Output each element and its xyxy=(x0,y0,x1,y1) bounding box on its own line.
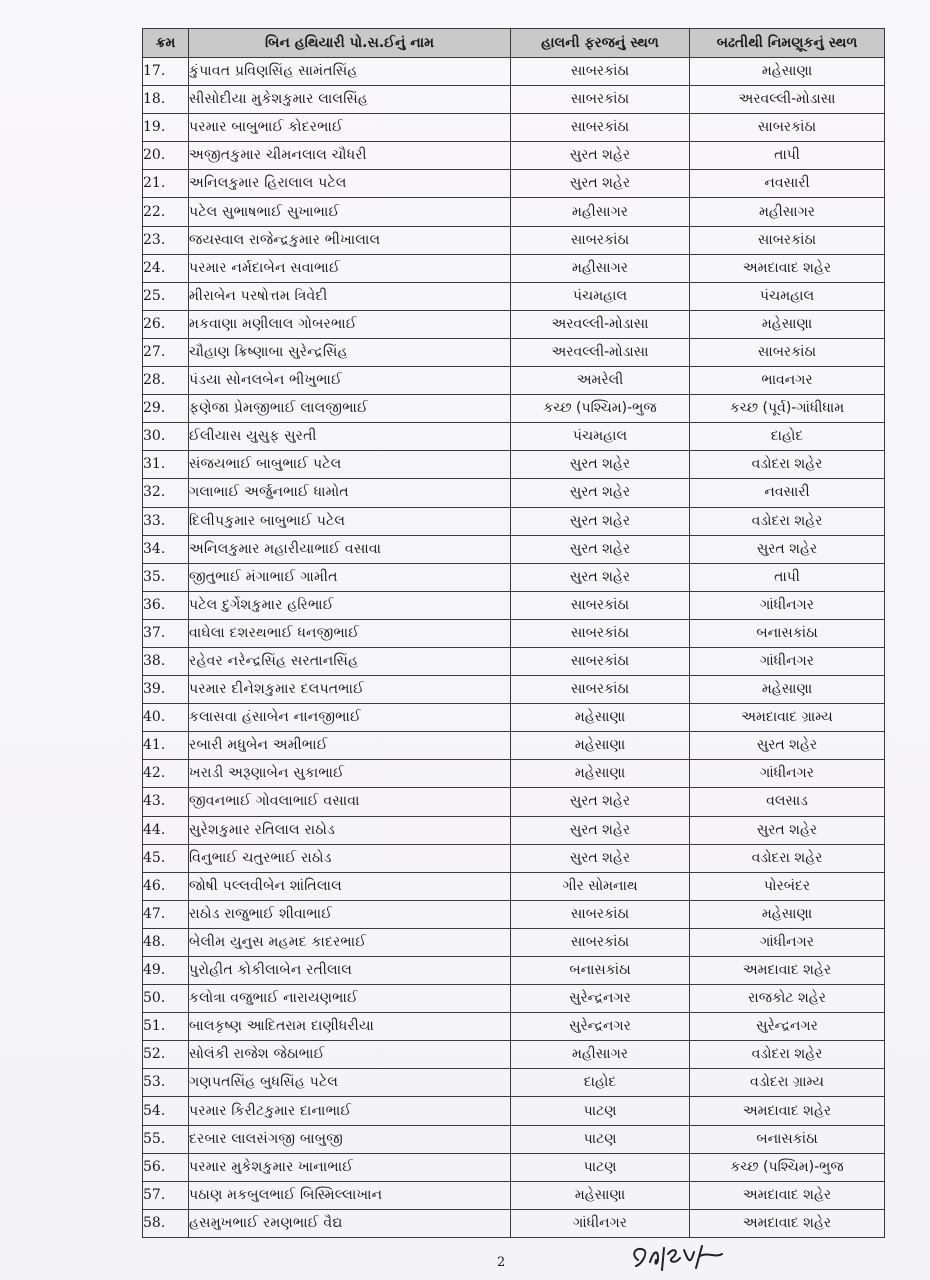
table-row xyxy=(143,423,885,451)
row-officer-name: ચૌહાણ ક્રિષ્ણાબા સુરેન્દ્રસિંહ xyxy=(189,338,511,366)
table-row xyxy=(143,1013,885,1041)
row-officer-name: કલાસવા હંસાબેન નાનજીભાઈ xyxy=(189,704,511,732)
row-officer-name: પરમાર દીનેશકુમાર દલપતભાઈ xyxy=(189,676,511,704)
row-officer-name: અનિલકુમાર મહારીયાભાઈ વસાવા xyxy=(189,535,511,563)
table-row xyxy=(143,816,885,844)
row-officer-name: કુંપાવત પ્રવિણસિંહ સામંતસિંહ xyxy=(189,58,511,86)
row-current-posting: સાબરકાંઠા xyxy=(511,226,690,254)
row-officer-name: રહેવર નરેન્દ્રસિંહ સરતાનસિંહ xyxy=(189,647,511,675)
header-row xyxy=(143,29,885,58)
row-officer-name: અજીતકુમાર ચીમનલાલ ચૌધરી xyxy=(189,142,511,170)
row-current-posting: મહીસાગર xyxy=(511,1041,690,1069)
signature-initials xyxy=(628,1240,728,1274)
row-current-posting: ગીર સોમનાથ xyxy=(511,872,690,900)
row-officer-name: વિનુભાઈ ચતુરભાઈ રાઠોડ xyxy=(189,844,511,872)
row-officer-name: દિલીપકુમાર બાબુભાઈ પટેલ xyxy=(189,507,511,535)
row-current-posting: અમરેલી xyxy=(511,367,690,395)
row-serial-number: 48. xyxy=(143,928,189,956)
row-current-posting: સાબરકાંઠા xyxy=(511,114,690,142)
row-officer-name: ગલાભાઈ અર્જુનભાઈ ધામોત xyxy=(189,479,511,507)
row-promoted-posting: સાબરકાંઠા xyxy=(690,226,885,254)
row-promoted-posting: ભાવનગર xyxy=(690,367,885,395)
row-officer-name: બાલકૃષ્ણ આદિતરામ દાણીધરીયા xyxy=(189,1013,511,1041)
row-promoted-posting: કચ્છ (પૂર્વ)-ગાંધીધામ xyxy=(690,395,885,423)
row-promoted-posting: મહેસાણા xyxy=(690,676,885,704)
table-row xyxy=(143,1181,885,1209)
row-current-posting: સુરત શહેર xyxy=(511,563,690,591)
row-current-posting: મહેસાણા xyxy=(511,732,690,760)
row-current-posting: કચ્છ (પશ્ચિમ)-ભુજ xyxy=(511,395,690,423)
row-officer-name: રબારી મધુબેન અમીભાઈ xyxy=(189,732,511,760)
header-promoted-posting: બઢતીથી નિમણૂકનું સ્થળ xyxy=(690,29,885,58)
row-serial-number: 54. xyxy=(143,1097,189,1125)
row-promoted-posting: મહીસાગર xyxy=(690,198,885,226)
row-officer-name: હસમુખભાઈ રમણભાઈ વૈદ્ય xyxy=(189,1209,511,1237)
row-current-posting: સુરત શહેર xyxy=(511,788,690,816)
row-current-posting: મહેસાણા xyxy=(511,760,690,788)
row-promoted-posting: તાપી xyxy=(690,563,885,591)
table-row xyxy=(143,395,885,423)
table-row xyxy=(143,985,885,1013)
row-serial-number: 57. xyxy=(143,1181,189,1209)
table-header xyxy=(143,29,885,58)
row-serial-number: 28. xyxy=(143,367,189,395)
row-serial-number: 41. xyxy=(143,732,189,760)
row-serial-number: 44. xyxy=(143,816,189,844)
row-officer-name: દરબાર લાલસંગજી બાબુજી xyxy=(189,1125,511,1153)
row-current-posting: મહેસાણા xyxy=(511,704,690,732)
table-row xyxy=(143,788,885,816)
row-officer-name: જોષી પલ્લવીબેન શાંતિલાલ xyxy=(189,872,511,900)
row-officer-name: વાઘેલા દશરથભાઈ ધનજીભાઈ xyxy=(189,619,511,647)
table-row xyxy=(143,760,885,788)
row-serial-number: 35. xyxy=(143,563,189,591)
row-officer-name: પરમાર મુકેશકુમાર ખાનાભાઈ xyxy=(189,1153,511,1181)
row-promoted-posting: પોરબંદર xyxy=(690,872,885,900)
row-serial-number: 55. xyxy=(143,1125,189,1153)
row-officer-name: પરમાર કિરીટકુમાર દાનાભાઈ xyxy=(189,1097,511,1125)
row-promoted-posting: અમદાવાદ શહેર xyxy=(690,1181,885,1209)
table-row xyxy=(143,86,885,114)
row-current-posting: પંચમહાલ xyxy=(511,423,690,451)
row-officer-name: પઠાણ મકબુલભાઈ બિસ્મિલ્લાખાન xyxy=(189,1181,511,1209)
row-promoted-posting: સાબરકાંઠા xyxy=(690,338,885,366)
row-current-posting: સુરેન્દ્રનગર xyxy=(511,985,690,1013)
table-row xyxy=(143,58,885,86)
row-serial-number: 36. xyxy=(143,591,189,619)
row-current-posting: સુરત શહેર xyxy=(511,479,690,507)
row-officer-name: પુરોહીત કોકીલાબેન રતીલાલ xyxy=(189,957,511,985)
row-officer-name: જીતુભાઈ મંગાભાઈ ગામીત xyxy=(189,563,511,591)
row-promoted-posting: વડોદરા શહેર xyxy=(690,1041,885,1069)
row-current-posting: પંચમહાલ xyxy=(511,282,690,310)
row-officer-name: ખરાડી અરૂણાબેન સુકાભાઈ xyxy=(189,760,511,788)
row-promoted-posting: તાપી xyxy=(690,142,885,170)
table-row xyxy=(143,1041,885,1069)
row-promoted-posting: ગાંધીનગર xyxy=(690,647,885,675)
table-row xyxy=(143,367,885,395)
row-serial-number: 30. xyxy=(143,423,189,451)
row-officer-name: પટેલ સુભાષભાઈ સુખાભાઈ xyxy=(189,198,511,226)
row-officer-name: ફણેજા પ્રેમજીભાઈ લાલજીભાઈ xyxy=(189,395,511,423)
row-current-posting: સુરત શહેર xyxy=(511,451,690,479)
row-serial-number: 25. xyxy=(143,282,189,310)
promotion-list-table xyxy=(142,28,885,1238)
row-officer-name: ગણપતસિંહ બુધસિંહ પટેલ xyxy=(189,1069,511,1097)
row-current-posting: સુરત શહેર xyxy=(511,142,690,170)
row-current-posting: સુરત શહેર xyxy=(511,170,690,198)
row-serial-number: 23. xyxy=(143,226,189,254)
row-serial-number: 26. xyxy=(143,310,189,338)
row-promoted-posting: દાહોદ xyxy=(690,423,885,451)
row-current-posting: સાબરકાંઠા xyxy=(511,619,690,647)
row-current-posting: સાબરકાંઠા xyxy=(511,86,690,114)
table-row xyxy=(143,310,885,338)
table-row xyxy=(143,1209,885,1237)
header-current-posting: હાલની ફરજનું સ્થળ xyxy=(511,29,690,58)
table-row xyxy=(143,479,885,507)
row-current-posting: સાબરકાંઠા xyxy=(511,676,690,704)
table-row xyxy=(143,563,885,591)
table-row xyxy=(143,872,885,900)
table-row xyxy=(143,338,885,366)
row-serial-number: 22. xyxy=(143,198,189,226)
row-current-posting: સાબરકાંઠા xyxy=(511,647,690,675)
row-serial-number: 27. xyxy=(143,338,189,366)
row-current-posting: પાટણ xyxy=(511,1097,690,1125)
row-current-posting: મહીસાગર xyxy=(511,198,690,226)
row-serial-number: 24. xyxy=(143,254,189,282)
row-promoted-posting: કચ્છ (પશ્ચિમ)-ભુજ xyxy=(690,1153,885,1181)
row-officer-name: સીસોદીયા મુકેશકુમાર લાલસિંહ xyxy=(189,86,511,114)
row-serial-number: 46. xyxy=(143,872,189,900)
row-serial-number: 42. xyxy=(143,760,189,788)
row-promoted-posting: સુરેન્દ્રનગર xyxy=(690,1013,885,1041)
row-serial-number: 38. xyxy=(143,647,189,675)
table-row xyxy=(143,451,885,479)
row-promoted-posting: ગાંધીનગર xyxy=(690,760,885,788)
table-row xyxy=(143,647,885,675)
row-serial-number: 34. xyxy=(143,535,189,563)
row-current-posting: પાટણ xyxy=(511,1125,690,1153)
row-promoted-posting: પંચમહાલ xyxy=(690,282,885,310)
table-row xyxy=(143,254,885,282)
table-row xyxy=(143,676,885,704)
table-row xyxy=(143,507,885,535)
row-officer-name: જીવનભાઈ ગોવલાભાઈ વસાવા xyxy=(189,788,511,816)
row-serial-number: 52. xyxy=(143,1041,189,1069)
row-serial-number: 53. xyxy=(143,1069,189,1097)
row-current-posting: મહીસાગર xyxy=(511,254,690,282)
row-promoted-posting: સુરત શહેર xyxy=(690,535,885,563)
row-officer-name: સોલંકી રાજેશ જેઠાભાઈ xyxy=(189,1041,511,1069)
row-promoted-posting: રાજકોટ શહેર xyxy=(690,985,885,1013)
row-promoted-posting: મહેસાણા xyxy=(690,58,885,86)
row-serial-number: 19. xyxy=(143,114,189,142)
row-officer-name: રાઠોડ રાજુભાઈ શીવાભાઈ xyxy=(189,900,511,928)
row-current-posting: દાહોદ xyxy=(511,1069,690,1097)
row-current-posting: સુરત શહેર xyxy=(511,844,690,872)
row-current-posting: સાબરકાંઠા xyxy=(511,928,690,956)
row-promoted-posting: વડોદરા શહેર xyxy=(690,451,885,479)
table-body xyxy=(143,58,885,1238)
row-officer-name: કલોત્રા વજુભાઈ નારાયણભાઈ xyxy=(189,985,511,1013)
row-current-posting: સાબરકાંઠા xyxy=(511,58,690,86)
row-serial-number: 29. xyxy=(143,395,189,423)
row-current-posting: સાબરકાંઠા xyxy=(511,591,690,619)
row-serial-number: 39. xyxy=(143,676,189,704)
row-serial-number: 31. xyxy=(143,451,189,479)
table-row xyxy=(143,226,885,254)
row-officer-name: પટેલ દુર્ગેશકુમાર હરિભાઈ xyxy=(189,591,511,619)
row-serial-number: 56. xyxy=(143,1153,189,1181)
row-current-posting: સુરત શહેર xyxy=(511,507,690,535)
row-current-posting: ગાંધીનગર xyxy=(511,1209,690,1237)
table-row xyxy=(143,900,885,928)
row-promoted-posting: વડોદરા શહેર xyxy=(690,507,885,535)
table-row xyxy=(143,1153,885,1181)
row-officer-name: મકવાણા મણીલાલ ગોબરભાઈ xyxy=(189,310,511,338)
row-serial-number: 51. xyxy=(143,1013,189,1041)
row-current-posting: સુરેન્દ્રનગર xyxy=(511,1013,690,1041)
row-promoted-posting: વલસાડ xyxy=(690,788,885,816)
table-row xyxy=(143,591,885,619)
row-promoted-posting: વડોદરા શહેર xyxy=(690,844,885,872)
row-officer-name: પરમાર બાબુભાઈ કોદરભાઈ xyxy=(189,114,511,142)
row-officer-name: પંડયા સોનલબેન ભીખુભાઈ xyxy=(189,367,511,395)
table-row xyxy=(143,957,885,985)
table-row xyxy=(143,704,885,732)
table-row xyxy=(143,198,885,226)
row-promoted-posting: વડોદરા ગ્રામ્ય xyxy=(690,1069,885,1097)
row-serial-number: 37. xyxy=(143,619,189,647)
row-promoted-posting: અમદાવાદ ગ્રામ્ય xyxy=(690,704,885,732)
row-serial-number: 17. xyxy=(143,58,189,86)
header-officer-name: બિન હથિયારી પો.સ.ઈનું નામ xyxy=(189,29,511,58)
row-promoted-posting: બનાસકાંઠા xyxy=(690,1125,885,1153)
row-promoted-posting: અરવલ્લી-મોડાસા xyxy=(690,86,885,114)
table-row xyxy=(143,170,885,198)
table-row xyxy=(143,1069,885,1097)
row-current-posting: અરવલ્લી-મોડાસા xyxy=(511,310,690,338)
row-promoted-posting: અમદાવાદ શહેર xyxy=(690,957,885,985)
row-officer-name: સુરેશકુમાર રતિલાલ રાઠોડ xyxy=(189,816,511,844)
row-serial-number: 18. xyxy=(143,86,189,114)
table-row xyxy=(143,142,885,170)
row-serial-number: 43. xyxy=(143,788,189,816)
table-row xyxy=(143,114,885,142)
row-current-posting: સુરત શહેર xyxy=(511,535,690,563)
row-promoted-posting: ગાંધીનગર xyxy=(690,928,885,956)
row-serial-number: 47. xyxy=(143,900,189,928)
row-officer-name: સંજયભાઈ બાબુભાઈ પટેલ xyxy=(189,451,511,479)
row-promoted-posting: મહેસાણા xyxy=(690,310,885,338)
row-current-posting: મહેસાણા xyxy=(511,1181,690,1209)
table-row xyxy=(143,282,885,310)
row-serial-number: 21. xyxy=(143,170,189,198)
row-promoted-posting: નવસારી xyxy=(690,479,885,507)
table-row xyxy=(143,844,885,872)
table-row xyxy=(143,732,885,760)
row-officer-name: પરમાર નર્મદાબેન સવાભાઈ xyxy=(189,254,511,282)
row-officer-name: ઈલીયાસ યુસુફ સુરતી xyxy=(189,423,511,451)
row-serial-number: 50. xyxy=(143,985,189,1013)
row-serial-number: 40. xyxy=(143,704,189,732)
row-current-posting: અરવલ્લી-મોડાસા xyxy=(511,338,690,366)
row-serial-number: 32. xyxy=(143,479,189,507)
row-serial-number: 20. xyxy=(143,142,189,170)
header-serial-number: ક્રમ xyxy=(143,29,189,58)
row-promoted-posting: અમદાવાદ શહેર xyxy=(690,1097,885,1125)
row-promoted-posting: મહેસાણા xyxy=(690,900,885,928)
row-promoted-posting: નવસારી xyxy=(690,170,885,198)
row-promoted-posting: અમદાવાદ શહેર xyxy=(690,1209,885,1237)
row-serial-number: 45. xyxy=(143,844,189,872)
row-promoted-posting: ગાંધીનગર xyxy=(690,591,885,619)
row-promoted-posting: બનાસકાંઠા xyxy=(690,619,885,647)
table-row xyxy=(143,1097,885,1125)
row-officer-name: અનિલકુમાર હિરાલાલ પટેલ xyxy=(189,170,511,198)
row-officer-name: જયસ્વાલ રાજેન્દ્રકુમાર ભીખાલાલ xyxy=(189,226,511,254)
table-row xyxy=(143,619,885,647)
row-current-posting: પાટણ xyxy=(511,1153,690,1181)
row-current-posting: બનાસકાંઠા xyxy=(511,957,690,985)
row-serial-number: 33. xyxy=(143,507,189,535)
row-officer-name: બેલીમ યુનુસ મહમદ કાદરભાઈ xyxy=(189,928,511,956)
row-serial-number: 58. xyxy=(143,1209,189,1237)
table-row xyxy=(143,928,885,956)
row-serial-number: 49. xyxy=(143,957,189,985)
table-row xyxy=(143,1125,885,1153)
row-promoted-posting: સુરત શહેર xyxy=(690,732,885,760)
row-promoted-posting: સુરત શહેર xyxy=(690,816,885,844)
row-current-posting: સાબરકાંઠા xyxy=(511,900,690,928)
row-officer-name: મીરાબેન પરષોત્તમ ત્રિવેદી xyxy=(189,282,511,310)
row-current-posting: સુરત શહેર xyxy=(511,816,690,844)
row-promoted-posting: અમદાવાદ શહેર xyxy=(690,254,885,282)
row-promoted-posting: સાબરકાંઠા xyxy=(690,114,885,142)
page-number: 2 xyxy=(497,1255,506,1270)
table-row xyxy=(143,535,885,563)
